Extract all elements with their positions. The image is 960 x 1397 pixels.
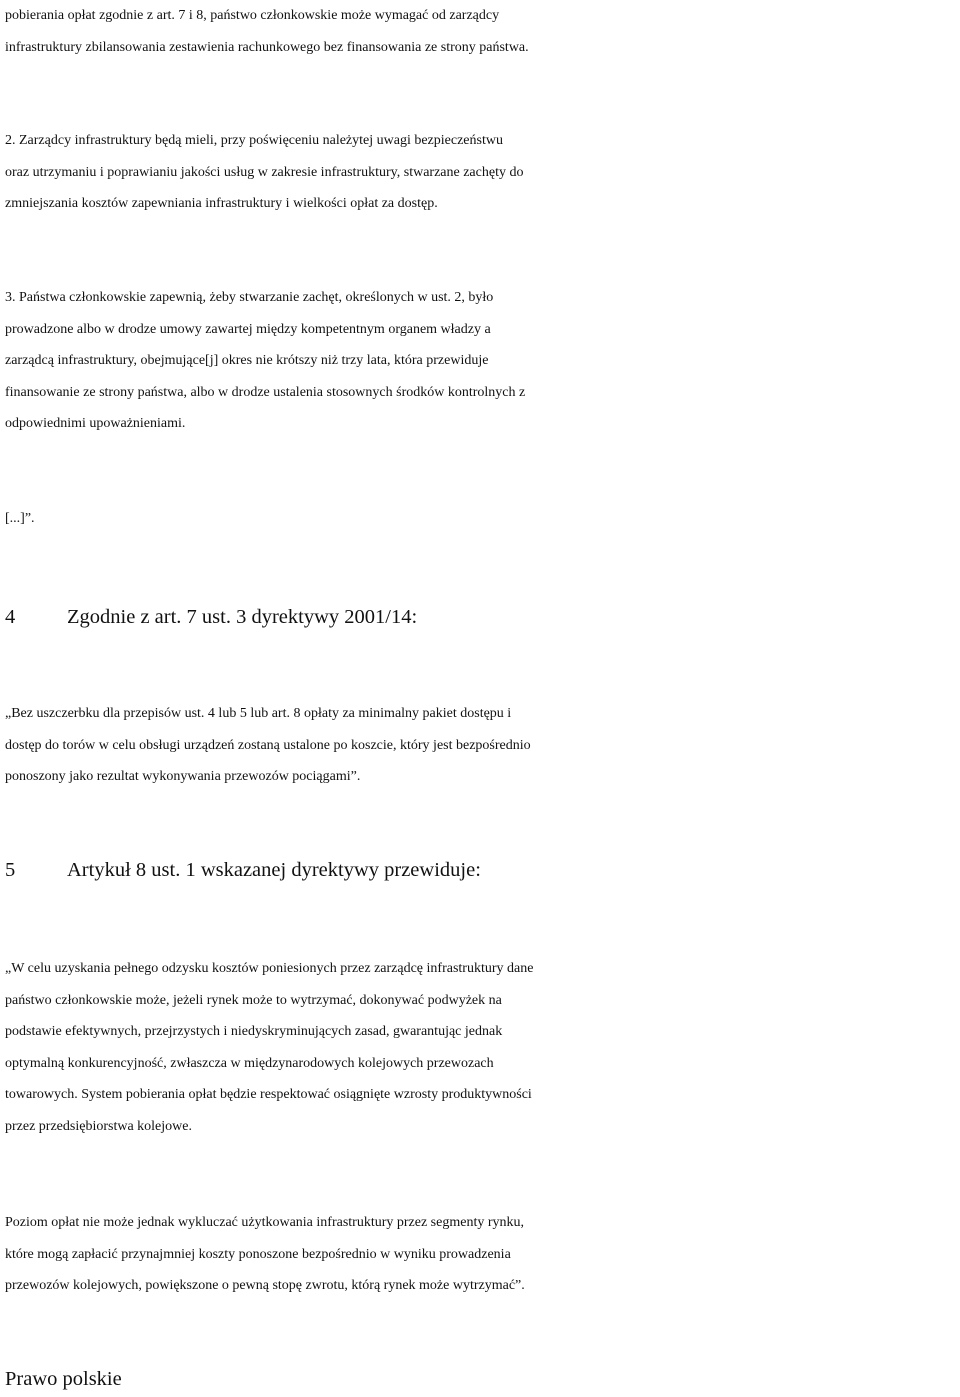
text-line: infrastruktury zbilansowania zestawienia rachunkowego bez finansowania ze strony państwa. [5, 39, 529, 55]
text-line: towarowych. System pobierania opłat będzie respektować osiągnięte wzrosty produktywności [5, 1087, 532, 1102]
ellipsis-close-quote [5, 503, 957, 535]
text-line: oraz utrzymaniu i poprawianiu jakości usług w zakresie infrastruktury, stwarzane zachęty do [5, 164, 524, 180]
text-line: przez przedsiębiorstwa kolejowe. [5, 1118, 192, 1134]
text-line: Poziom opłat nie może jednak wykluczać użytkowania infrastruktury przez segmenty rynku, [5, 1215, 524, 1230]
text-line: „W celu uzyskania pełnego odzysku kosztów poniesionych przez zarządcę infrastruktury dane [5, 961, 534, 976]
text-line: 2. Zarządcy infrastruktury będą mieli, przy poświęceniu należytej uwagi bezpieczeństwu [5, 133, 503, 148]
footnote-heading-text: Artykuł 8 ust. 1 wskazanej dyrektywy przewiduje: [67, 859, 481, 881]
quote-article-7 [5, 698, 957, 793]
quote-article-8-part-2 [5, 1207, 957, 1302]
text-line: odpowiednimi upoważnieniami. [5, 416, 186, 431]
text-line: dostęp do torów w celu obsługi urządzeń zostaną ustalone po koszcie, który jest bezpośrednio [5, 737, 531, 753]
footnote-heading-4 [5, 602, 417, 634]
text-line: 3. Państwa członkowskie zapewnią, żeby stwarzanie zachęt, określonych w ust. 2, było [5, 290, 494, 305]
text-line: pobierania opłat zgodnie z art. 7 i 8, państwo członkowskie może wymagać od zarządcy [5, 8, 500, 23]
text-line: prowadzone albo w drodze umowy zawartej między kompetentnym organem władzy a [5, 321, 491, 337]
text-line: „Bez uszczerbku dla przepisów ust. 4 lub 5 lub art. 8 opłaty za minimalny pakiet dostępu i [5, 706, 512, 721]
footnote-heading-5 [5, 855, 481, 887]
text-line: państwo członkowskie może, jeżeli rynek może to wytrzymać, dokonywać podwyżek na [5, 992, 502, 1008]
paragraph-continuation [5, 0, 957, 63]
text-line: które mogą zapłacić przynajmniej koszty ponoszone bezpośrednio w wyniku prowadzenia [5, 1246, 511, 1262]
text-line: optymalną konkurencyjność, zwłaszcza w międzynarodowych kolejowych przewozach [5, 1055, 494, 1071]
text-line: [...]”. [5, 511, 35, 526]
text-line: podstawie efektywnych, przejrzystych i niedyskryminujących zasad, gwarantując jednak [5, 1024, 503, 1039]
section-title-text: Prawo polskie [5, 1368, 122, 1390]
text-line: zmniejszania kosztów zapewniania infrastruktury i wielkości opłat za dostęp. [5, 196, 438, 211]
paragraph-2 [5, 125, 957, 220]
text-line: zarządcą infrastruktury, obejmujące[j] okres nie krótszy niż trzy lata, która przewiduje [5, 353, 489, 368]
text-line: ponoszony jako rezultat wykonywania przewozów pociągami”. [5, 769, 361, 784]
footnote-heading-text: Zgodnie z art. 7 ust. 3 dyrektywy 2001/14: [67, 606, 418, 628]
footnote-number: 5 [5, 859, 16, 881]
paragraph-3 [5, 282, 957, 440]
section-title [5, 1364, 122, 1396]
footnote-number: 4 [5, 606, 16, 628]
text-line: przewozów kolejowych, powiększone o pewną stopę zwrotu, którą rynek może wytrzymać”. [5, 1278, 525, 1293]
quote-article-8-part-1 [5, 953, 957, 1142]
text-line: finansowanie ze strony państwa, albo w drodze ustalenia stosownych środków kontrolnych z [5, 384, 526, 400]
